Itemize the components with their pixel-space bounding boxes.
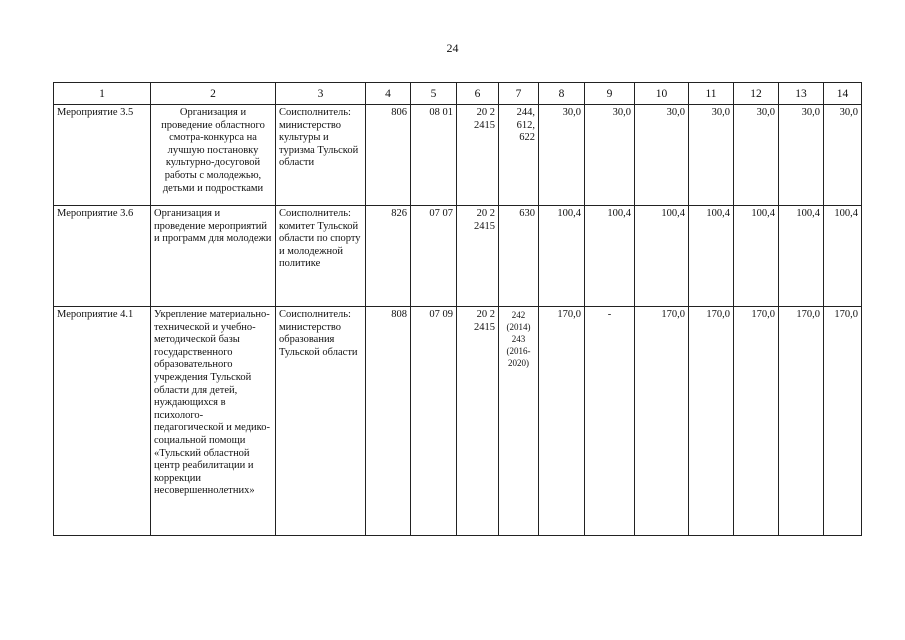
csr-cell: 20 2 2415: [457, 206, 499, 307]
value-cell: 30,0: [585, 105, 635, 206]
column-header: 2: [151, 83, 276, 105]
grbs-cell: 826: [366, 206, 411, 307]
vr-cell: 630: [499, 206, 539, 307]
activity-cell: Мероприятие 3.6: [54, 206, 151, 307]
value-cell: 30,0: [734, 105, 779, 206]
value-cell: 170,0: [824, 307, 862, 536]
value-cell: 100,4: [734, 206, 779, 307]
csr-cell: 20 2 2415: [457, 105, 499, 206]
activity-name-cell: Организация и проведение областного смотра-конкурса на лучшую постановку культурно-досуговой работы с молодежью, детьми и подростками: [151, 105, 276, 206]
value-cell: 170,0: [689, 307, 734, 536]
activity-cell: Мероприятие 3.5: [54, 105, 151, 206]
value-cell: 30,0: [539, 105, 585, 206]
column-header: 5: [411, 83, 457, 105]
value-cell: -: [585, 307, 635, 536]
column-header: 12: [734, 83, 779, 105]
value-cell: 100,4: [585, 206, 635, 307]
table-row: [54, 307, 862, 536]
budget-table: [53, 82, 862, 536]
column-header: 10: [635, 83, 689, 105]
column-header: 1: [54, 83, 151, 105]
value-cell: 30,0: [779, 105, 824, 206]
column-header: 4: [366, 83, 411, 105]
executor-cell: Соисполнитель: министерство образования Тульской области: [276, 307, 366, 536]
rzpr-cell: 07 07: [411, 206, 457, 307]
column-header: 11: [689, 83, 734, 105]
table-row: [54, 105, 862, 206]
column-header: 7: [499, 83, 539, 105]
column-header: 13: [779, 83, 824, 105]
column-header: 9: [585, 83, 635, 105]
value-cell: 170,0: [539, 307, 585, 536]
activity-cell: Мероприятие 4.1: [54, 307, 151, 536]
table-header-row: [54, 83, 862, 105]
vr-cell: 244, 612, 622: [499, 105, 539, 206]
column-header: 8: [539, 83, 585, 105]
value-cell: 30,0: [689, 105, 734, 206]
value-cell: 100,4: [779, 206, 824, 307]
value-cell: 100,4: [824, 206, 862, 307]
value-cell: 100,4: [689, 206, 734, 307]
grbs-cell: 806: [366, 105, 411, 206]
column-header: 14: [824, 83, 862, 105]
activity-name-cell: Организация и проведение мероприятий и программ для молодежи: [151, 206, 276, 307]
value-cell: 30,0: [824, 105, 862, 206]
value-cell: 170,0: [635, 307, 689, 536]
rzpr-cell: 08 01: [411, 105, 457, 206]
value-cell: 30,0: [635, 105, 689, 206]
value-cell: 100,4: [539, 206, 585, 307]
grbs-cell: 808: [366, 307, 411, 536]
column-header: 3: [276, 83, 366, 105]
executor-cell: Соисполнитель: комитет Тульской области по спорту и молодежной политике: [276, 206, 366, 307]
page-number: 24: [446, 41, 459, 55]
rzpr-cell: 07 09: [411, 307, 457, 536]
activity-name-cell: Укрепление материально-технической и учебно-методической базы государственного образовательного учреждения Тульской области для детей, нуждающихся в психолого-педагогической и медико-социальной помощи «Тульский областной центр реабилитации и коррекции несовершеннолетних»: [151, 307, 276, 536]
vr-cell: 242 (2014) 243 (2016-2020): [499, 307, 539, 536]
value-cell: 100,4: [635, 206, 689, 307]
executor-cell: Соисполнитель: министерство культуры и туризма Тульской области: [276, 105, 366, 206]
column-header: 6: [457, 83, 499, 105]
value-cell: 170,0: [734, 307, 779, 536]
csr-cell: 20 2 2415: [457, 307, 499, 536]
value-cell: 170,0: [779, 307, 824, 536]
table-row: [54, 206, 862, 307]
